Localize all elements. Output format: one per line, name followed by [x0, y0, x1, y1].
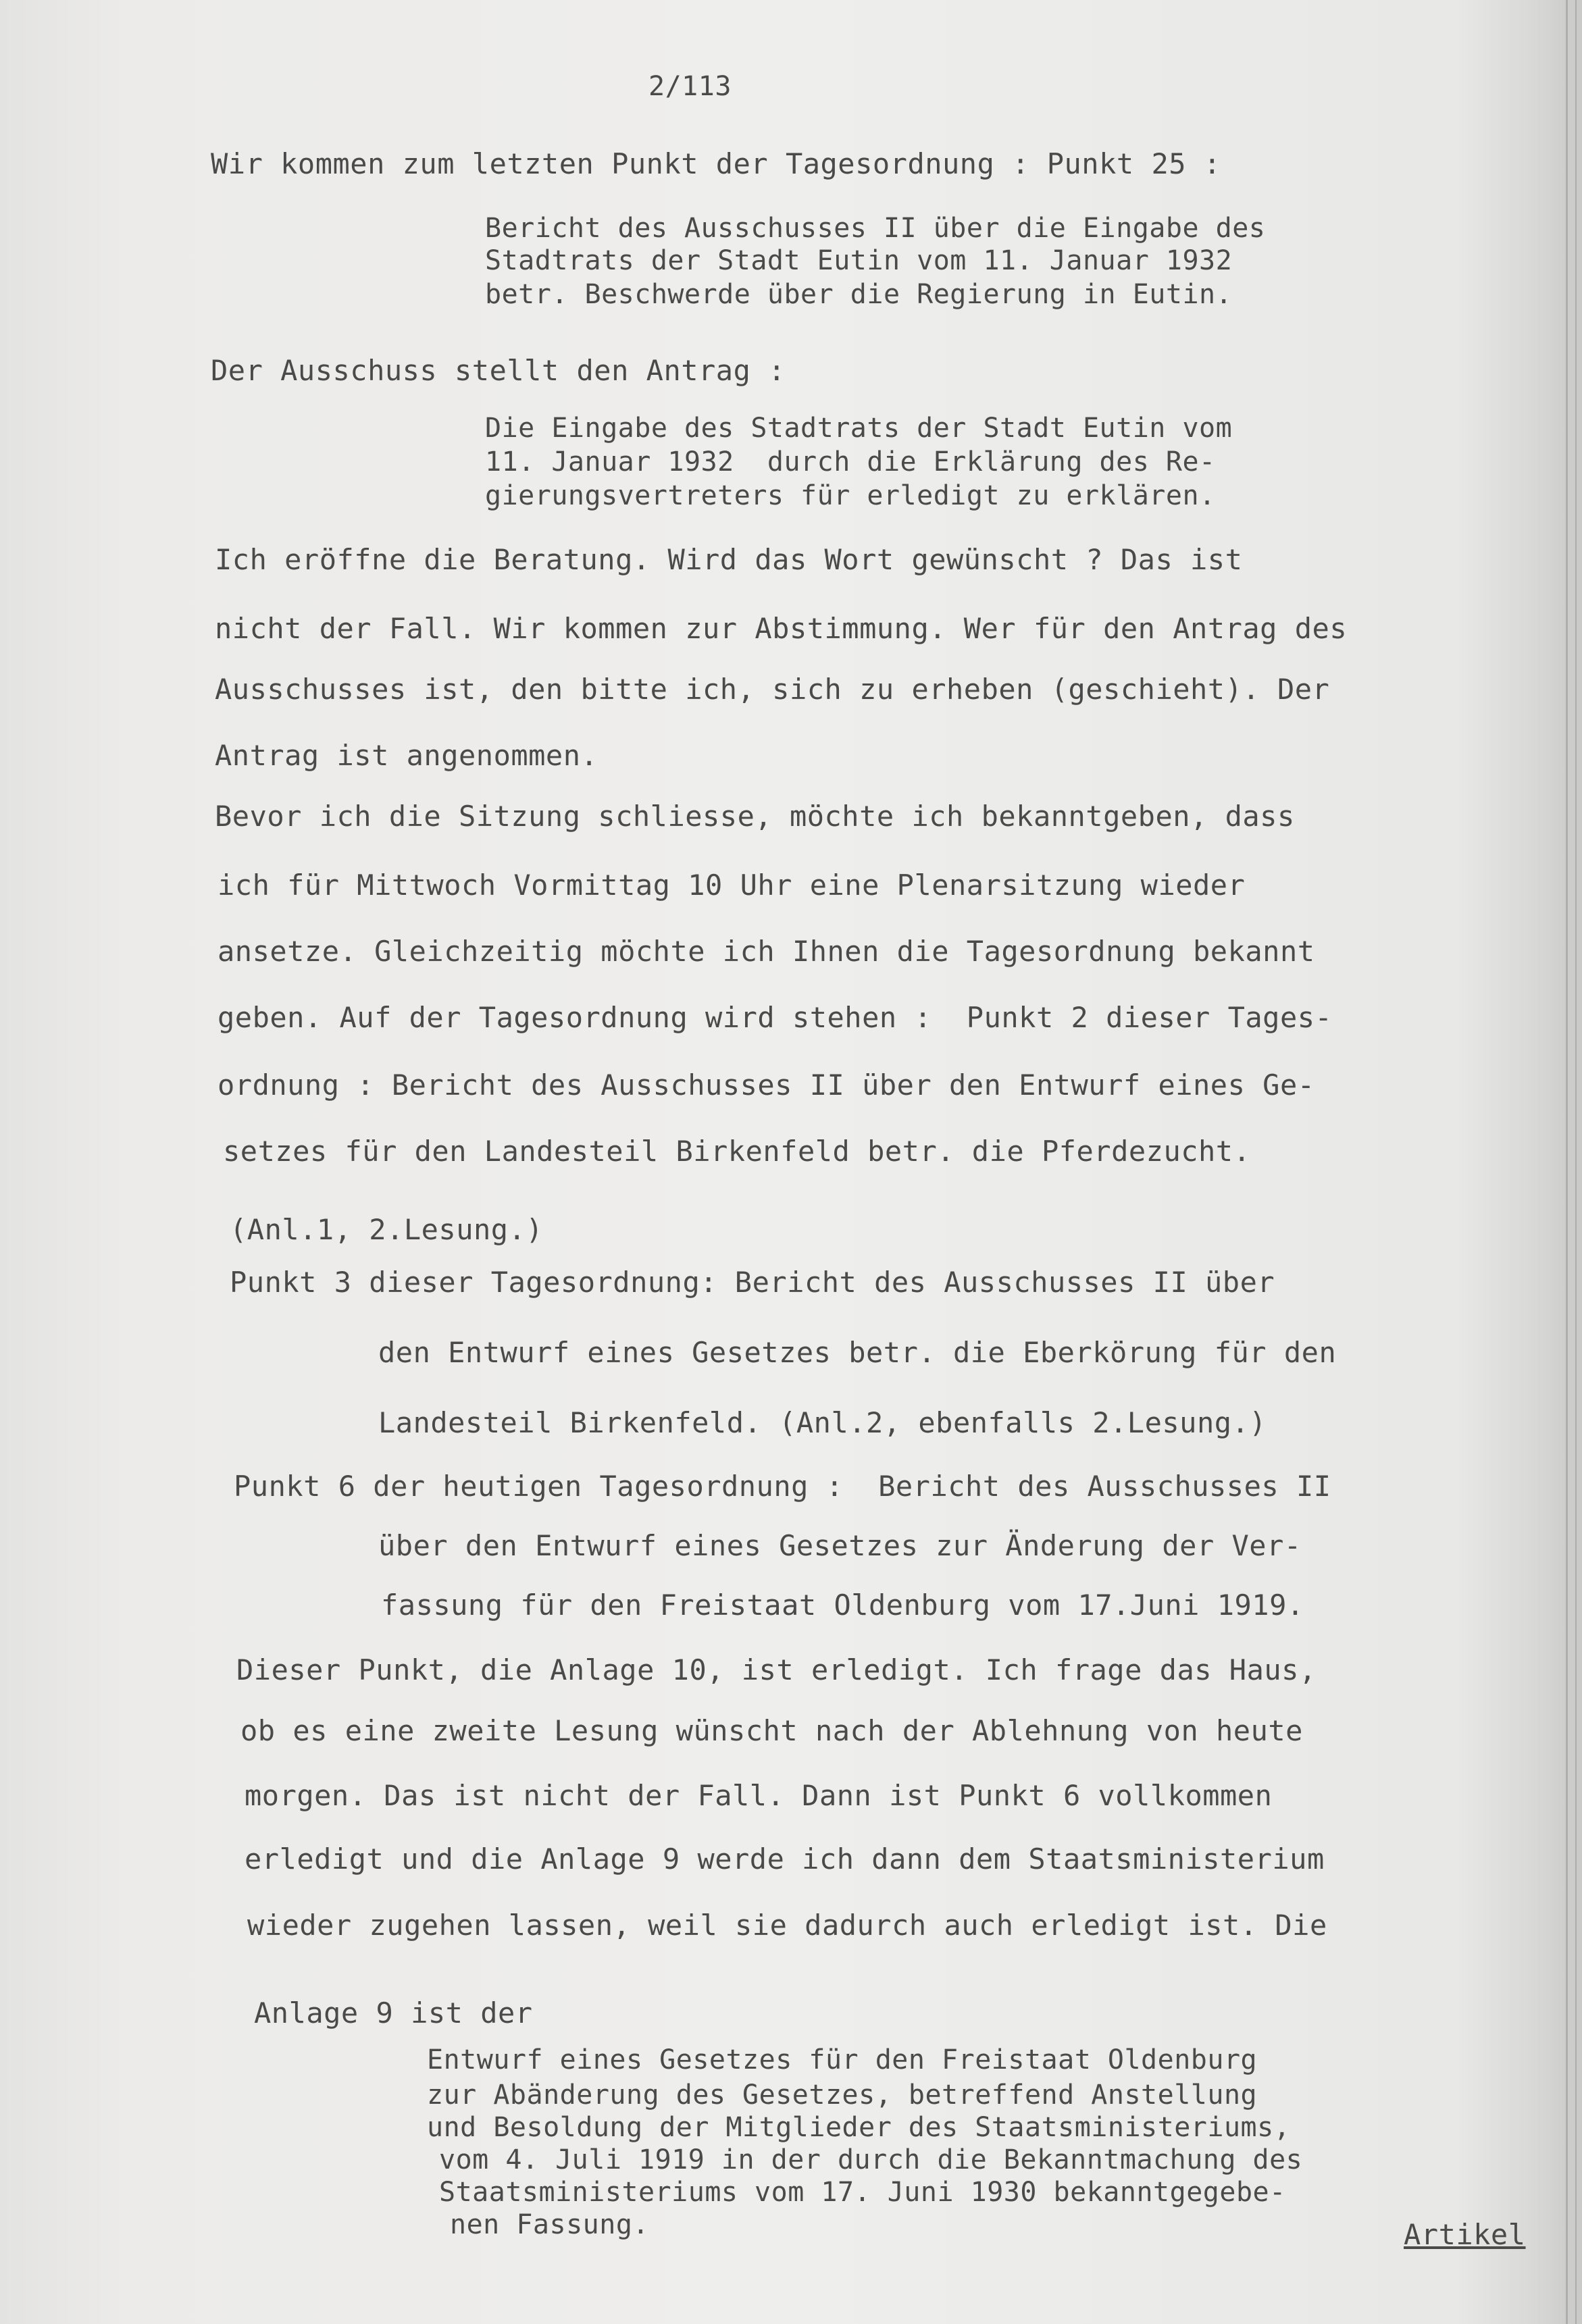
paragraph-line: erledigt und die Anlage 9 werde ich dann dem Staatsministerium	[245, 1842, 1325, 1876]
paragraph-line: Bevor ich die Sitzung schliesse, möchte ich bekanntgeben, dass	[215, 800, 1295, 833]
paragraph-line: ordnung : Bericht des Ausschusses II über den Entwurf eines Ge-	[218, 1068, 1315, 1102]
agenda-point-line: über den Entwurf eines Gesetzes zur Änderung der Ver-	[378, 1529, 1302, 1562]
bill-title-line: nen Fassung.	[450, 2209, 649, 2240]
bill-title-line: zur Abänderung des Gesetzes, betreffend Anstellung	[427, 2080, 1258, 2111]
paragraph-line: Ich eröffne die Beratung. Wird das Wort gewünscht ? Das ist	[215, 543, 1243, 576]
agenda-point-line: Punkt 6 der heutigen Tagesordnung : Bericht des Ausschusses II	[234, 1470, 1331, 1503]
paragraph-line: ob es eine zweite Lesung wünscht nach der Ablehnung von heute	[240, 1714, 1303, 1747]
paragraph-line: nicht der Fall. Wir kommen zur Abstimmung. Wer für den Antrag des	[215, 612, 1348, 645]
agenda-item-line: Bericht des Ausschusses II über die Eingabe des	[485, 213, 1266, 244]
agenda-item-line: betr. Beschwerde über die Regierung in Eutin.	[485, 279, 1233, 310]
paragraph-line: ansetze. Gleichzeitig möchte ich Ihnen die Tagesordnung bekannt	[218, 935, 1315, 968]
paragraph-line: Antrag ist angenommen.	[215, 739, 598, 772]
page-edge-shadow	[1575, 0, 1577, 2324]
page-edge-shadow	[1566, 0, 1568, 2324]
paragraph-line: (Anl.1, 2.Lesung.)	[230, 1213, 544, 1246]
text-line: Der Ausschuss stellt den Antrag :	[211, 354, 786, 387]
paragraph-line: setzes für den Landesteil Birkenfeld betr. die Pferdezucht.	[223, 1135, 1251, 1168]
page-number: 2/113	[648, 71, 732, 102]
paragraph-line: morgen. Das ist nicht der Fall. Dann ist Punkt 6 vollkommen	[245, 1779, 1273, 1812]
paragraph-line: geben. Auf der Tagesordnung wird stehen : Punkt 2 dieser Tages-	[218, 1001, 1333, 1034]
agenda-point-line: Landesteil Birkenfeld. (Anl.2, ebenfalls 2.Lesung.)	[378, 1406, 1267, 1439]
paragraph-line: ich für Mittwoch Vormittag 10 Uhr eine Plenarsitzung wieder	[218, 869, 1246, 902]
bill-title-line: Entwurf eines Gesetzes für den Freistaat Oldenburg	[427, 2044, 1258, 2075]
text-line: Wir kommen zum letzten Punkt der Tagesordnung : Punkt 25 :	[211, 147, 1221, 180]
paragraph-line: Anlage 9 ist der	[254, 1996, 533, 2030]
agenda-point-line: den Entwurf eines Gesetzes betr. die Eberkörung für den	[378, 1336, 1337, 1369]
agenda-point-line: Punkt 3 dieser Tagesordnung: Bericht des Ausschusses II über	[230, 1266, 1275, 1299]
bill-title-line: Staatsministeriums vom 17. Juni 1930 bekanntgegebe-	[439, 2177, 1286, 2208]
paragraph-line: Ausschusses ist, den bitte ich, sich zu erheben (geschieht). Der	[215, 673, 1330, 706]
catchword: Artikel	[1404, 2218, 1526, 2251]
bill-title-line: und Besoldung der Mitglieder des Staatsministeriums,	[427, 2112, 1291, 2143]
paragraph-line: wieder zugehen lassen, weil sie dadurch auch erledigt ist. Die	[247, 1909, 1327, 1942]
paragraph-line: Dieser Punkt, die Anlage 10, ist erledigt. Ich frage das Haus,	[236, 1653, 1317, 1686]
agenda-item-line: Stadtrats der Stadt Eutin vom 11. Januar 1932	[485, 245, 1233, 276]
bill-title-line: vom 4. Juli 1919 in der durch die Bekanntmachung des	[439, 2144, 1303, 2175]
agenda-point-line: fassung für den Freistaat Oldenburg vom 17.Juni 1919.	[381, 1589, 1304, 1622]
motion-line: gierungsvertreters für erledigt zu erklären.	[485, 480, 1216, 511]
motion-line: 11. Januar 1932 durch die Erklärung des Re-	[485, 446, 1216, 477]
motion-line: Die Eingabe des Stadtrats der Stadt Eutin vom	[485, 413, 1233, 444]
